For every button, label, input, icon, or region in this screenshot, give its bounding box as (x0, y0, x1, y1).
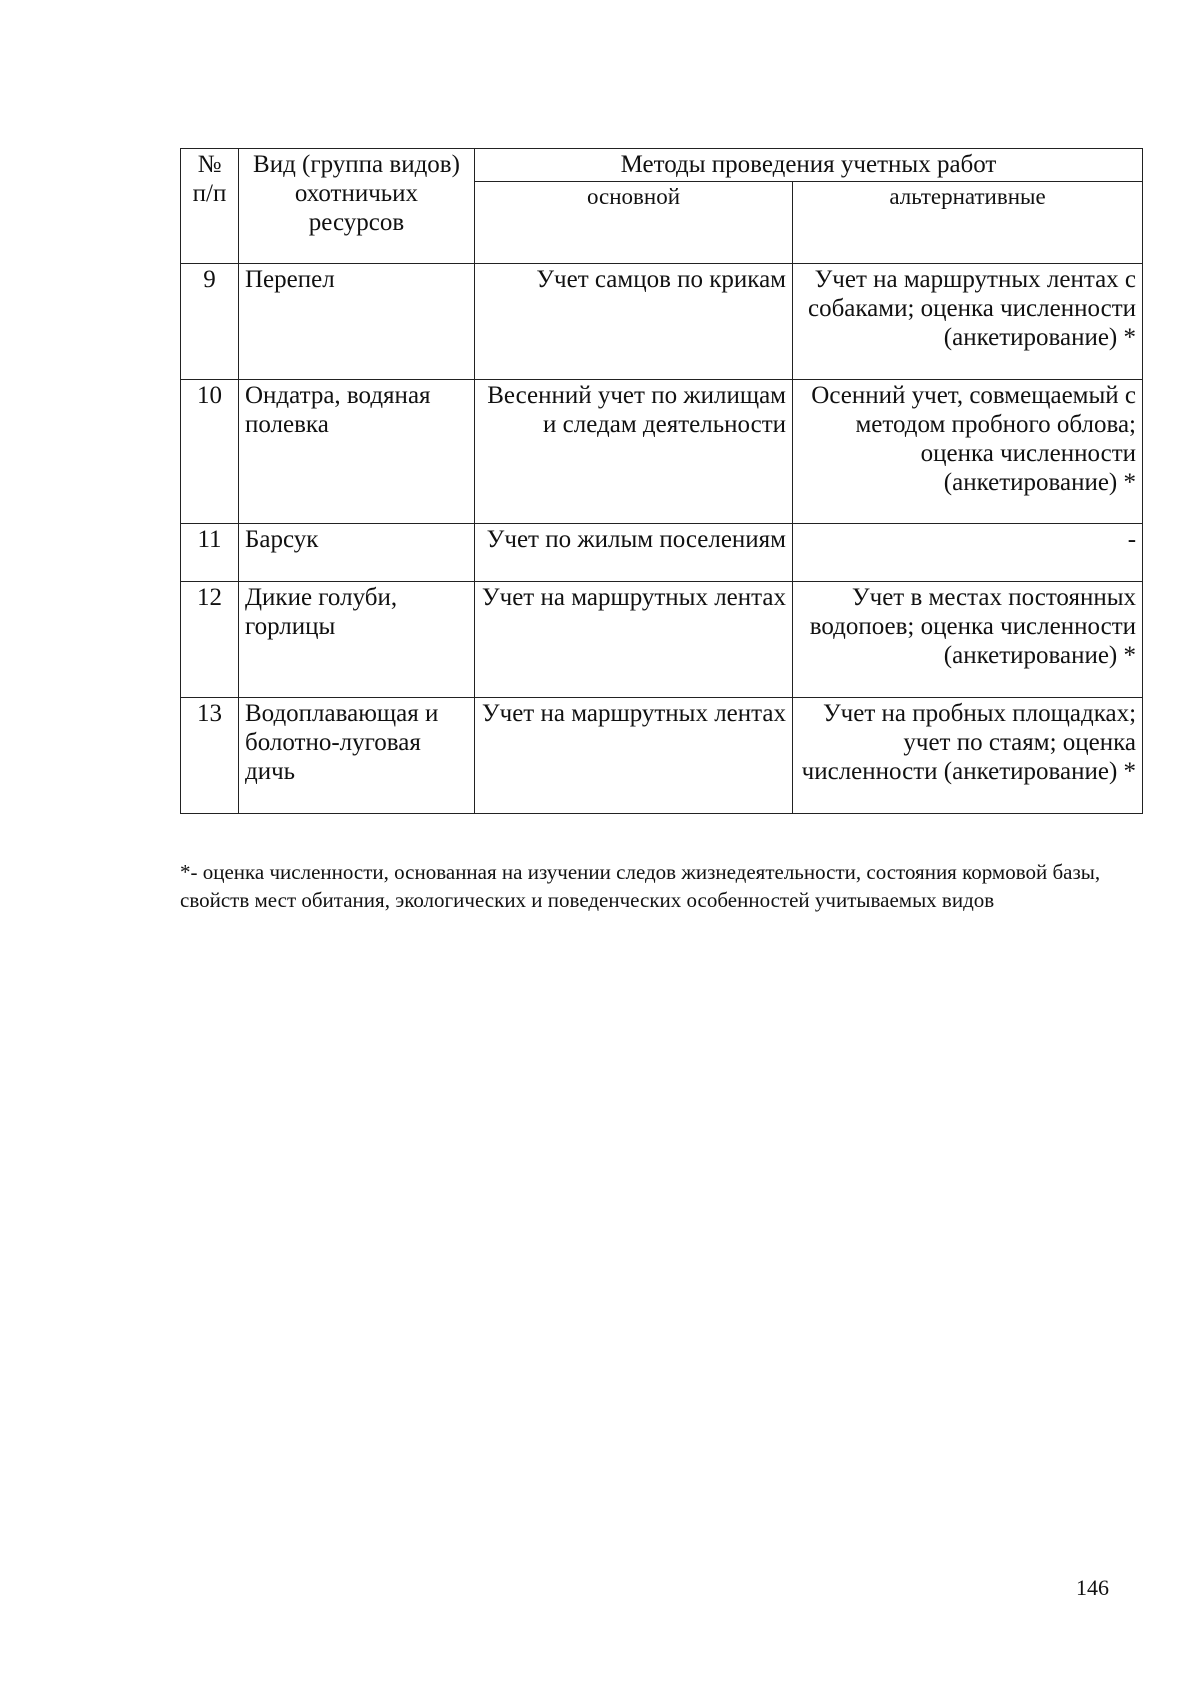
row-species: Ондатра, водяная полевка (239, 380, 475, 524)
row-alternative-method: Учет на пробных площадках; учет по стаям; оценка численности (анкетирование) * (793, 698, 1143, 814)
footnote: *- оценка численности, основанная на изучении следов жизнедеятельности, состояния кормовой базы, свойств мест обитания, экологических и поведенческих особенностей учитываемых видов (180, 860, 1101, 912)
row-main-method: Учет по жилым поселениям (475, 524, 793, 582)
row-alternative-method: Учет на маршрутных лентах с собаками; оценка численности (анкетирование) * (793, 264, 1143, 380)
table-row (181, 264, 1143, 380)
header-species: Вид (группа видов) охотничьих ресурсов (239, 149, 475, 264)
row-num: 9 (181, 264, 239, 380)
row-alternative-method: Учет в местах постоянных водопоев; оценка численности (анкетирование) * (793, 582, 1143, 698)
page-number: 146 (1076, 1575, 1109, 1600)
row-num: 10 (181, 380, 239, 524)
row-main-method: Учет на маршрутных лентах (475, 582, 793, 698)
row-num: 13 (181, 698, 239, 814)
row-species: Барсук (239, 524, 475, 582)
table-row (181, 582, 1143, 698)
row-alternative-method: Осенний учет, совмещаемый с методом пробного облова; оценка численности (анкетирование) * (793, 380, 1143, 524)
row-num: 12 (181, 582, 239, 698)
row-species: Дикие голуби, горлицы (239, 582, 475, 698)
hunting-resources-methods-table (180, 148, 1143, 814)
row-main-method: Учет на маршрутных лентах (475, 698, 793, 814)
header-num: № п/п (181, 149, 239, 264)
table-row (181, 380, 1143, 524)
header-methods: Методы проведения учетных работ (475, 149, 1143, 182)
table-row (181, 698, 1143, 814)
header-alternative: альтернативные (793, 182, 1143, 264)
header-main: основной (475, 182, 793, 264)
row-species: Водоплавающая и болотно-луговая дичь (239, 698, 475, 814)
table-row (181, 524, 1143, 582)
row-alternative-method: - (793, 524, 1143, 582)
row-num: 11 (181, 524, 239, 582)
row-main-method: Учет самцов по крикам (475, 264, 793, 380)
table-header-row (181, 149, 1143, 182)
row-main-method: Весенний учет по жилищам и следам деятельности (475, 380, 793, 524)
row-species: Перепел (239, 264, 475, 380)
